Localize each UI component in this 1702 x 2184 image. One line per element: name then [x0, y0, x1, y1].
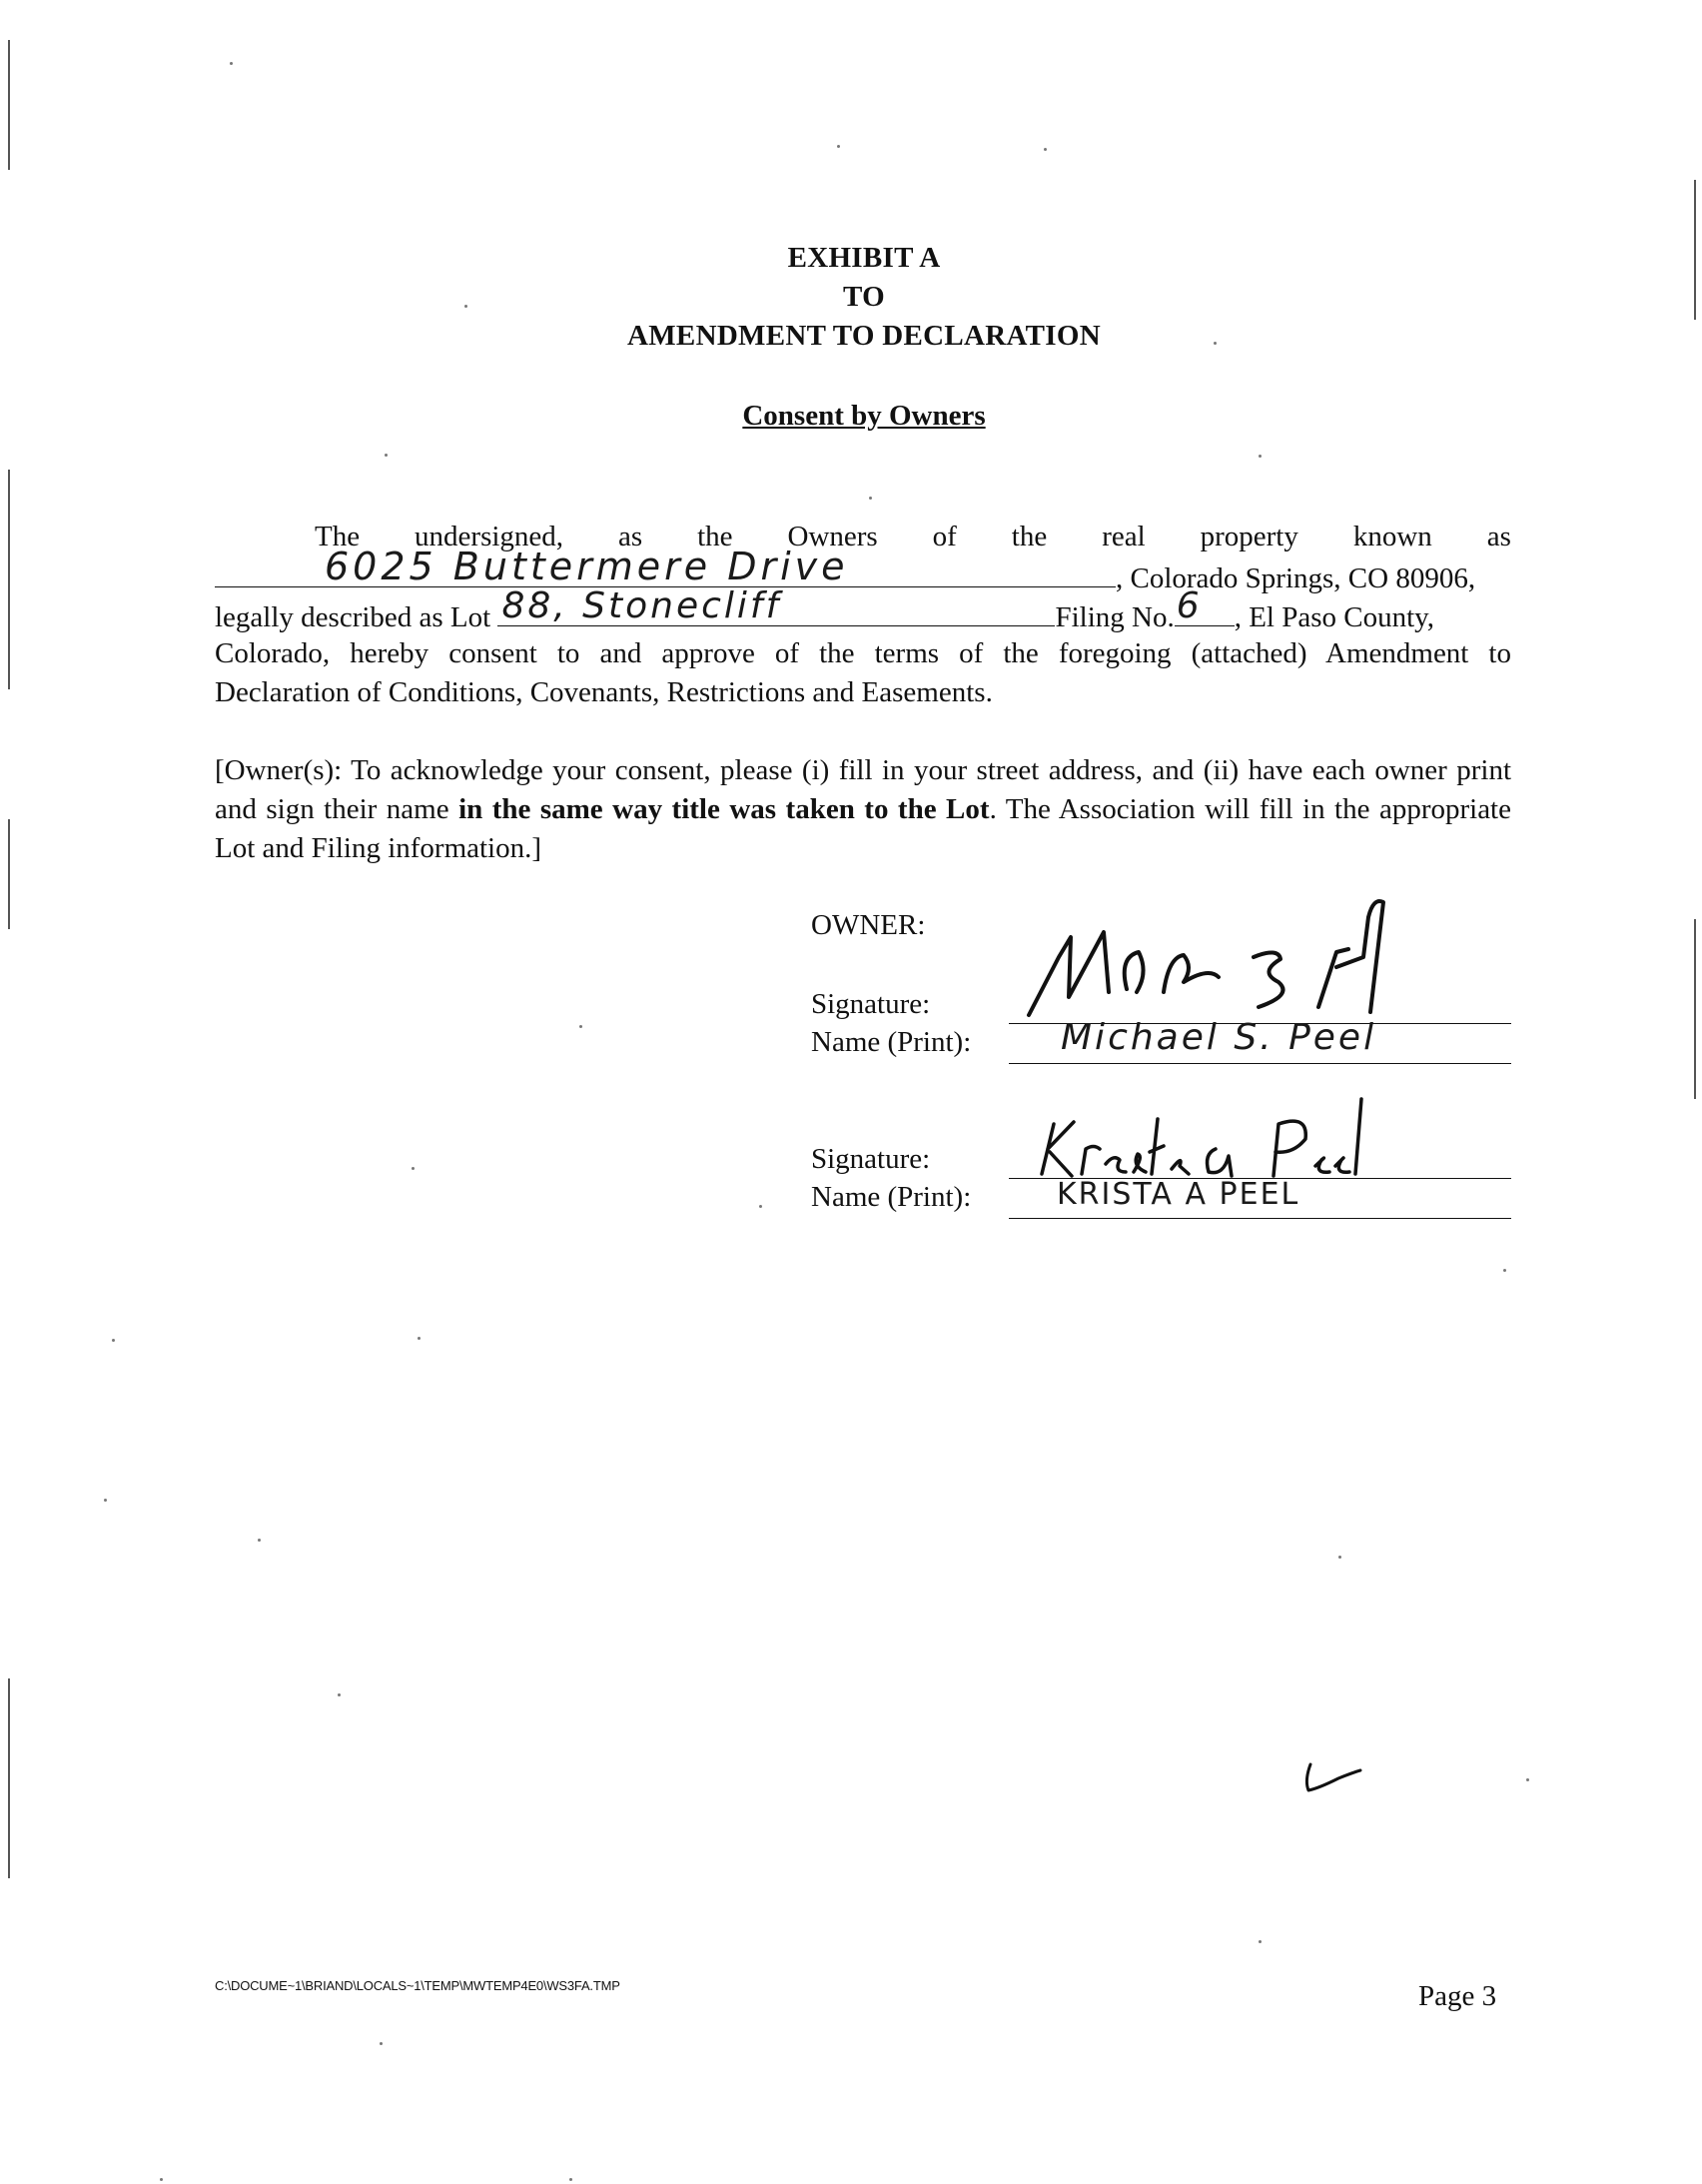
page-number: Page 3	[1418, 1980, 1497, 2012]
scan-speck	[869, 497, 872, 500]
scan-speck	[230, 62, 233, 65]
consent-line-4: Colorado, hereby consent to and approve of the terms of the foregoing (attached) Amendment to	[215, 637, 1511, 669]
scan-speck	[759, 1205, 762, 1208]
filing-number-field[interactable]	[1175, 585, 1235, 626]
name-print-label-1: Name (Print):	[811, 1026, 972, 1058]
name-print-line-1[interactable]	[1009, 1063, 1511, 1064]
scan-speck	[1338, 1556, 1341, 1559]
consent-line-3: legally described as Lot 88, Stonecliff Filing No. 6 , El Paso County,	[215, 585, 1435, 633]
consent-line-5: Declaration of Conditions, Covenants, Restrictions and Easements.	[215, 676, 993, 708]
consent-line-2: 6025 Buttermere Drive , Colorado Springs, CO 80906,	[215, 556, 1511, 595]
consent-paragraph	[215, 518, 1511, 712]
owner2-printed-name: KRISTA A PEEL	[1057, 1177, 1300, 1212]
scan-speck	[1044, 148, 1047, 151]
signature-label-2: Signature:	[811, 1143, 931, 1175]
scan-speck	[160, 2178, 163, 2181]
owner2-signature	[1034, 1094, 1363, 1184]
scan-edge-left	[8, 819, 10, 929]
instructions-emphasis: in the same way title was taken to the Lot	[458, 793, 990, 825]
scan-edge-left	[8, 40, 10, 170]
signature-label-1: Signature:	[811, 988, 931, 1020]
name-print-label-2: Name (Print):	[811, 1181, 972, 1213]
scan-speck	[418, 1337, 421, 1340]
owner1-signature	[1019, 897, 1438, 1027]
exhibit-to: TO	[843, 281, 885, 313]
scan-speck	[579, 1025, 582, 1028]
scan-speck	[412, 1167, 415, 1170]
name-print-line-2[interactable]	[1009, 1218, 1511, 1219]
consent-heading: Consent by Owners	[742, 400, 986, 432]
scan-edge-left	[8, 470, 10, 689]
owner-label: OWNER:	[811, 909, 926, 941]
scan-speck	[380, 2042, 383, 2045]
filing-number-handwritten: 6	[1176, 585, 1202, 626]
owner1-printed-name: Michael S. Peel	[1061, 1017, 1377, 1058]
scan-speck	[104, 1499, 107, 1502]
scan-speck	[338, 1693, 341, 1696]
scan-speck	[1214, 342, 1217, 345]
lot-handwritten: 88, Stonecliff	[501, 585, 782, 626]
scan-speck	[837, 145, 840, 148]
scan-speck	[1259, 1940, 1262, 1943]
scan-edge-left	[8, 1678, 10, 1878]
scan-speck	[569, 2178, 572, 2181]
scan-speck	[112, 1339, 115, 1342]
lot-field[interactable]	[497, 585, 1055, 626]
scan-speck	[464, 305, 467, 308]
scan-speck	[1526, 1778, 1529, 1781]
exhibit-amendment-title: AMENDMENT TO DECLARATION	[627, 320, 1101, 352]
scan-edge-right	[1694, 919, 1696, 1099]
scan-speck	[1259, 455, 1262, 458]
scan-speck	[258, 1539, 261, 1542]
file-path-footer: C:\DOCUME~1\BRIAND\LOCALS~1\TEMP\MWTEMP4E0\WS3FA.TMP	[215, 1978, 620, 1993]
scan-speck	[1503, 1269, 1506, 1272]
scan-speck	[385, 454, 388, 457]
exhibit-title: EXHIBIT A	[787, 242, 941, 274]
check-mark	[1298, 1758, 1368, 1798]
instructions-paragraph: [Owner(s): To acknowledge your consent, please (i) fill in your street address, and (ii) have each owner print and sign their name in the same way title was taken to the Lot. The Association will fill in the appropriate Lot and Filing information.]	[215, 754, 1511, 864]
consent-line-1: The undersigned, as the Owners of the real property known as	[315, 521, 1511, 552]
street-address-handwritten: 6025 Buttermere Drive	[325, 545, 849, 588]
